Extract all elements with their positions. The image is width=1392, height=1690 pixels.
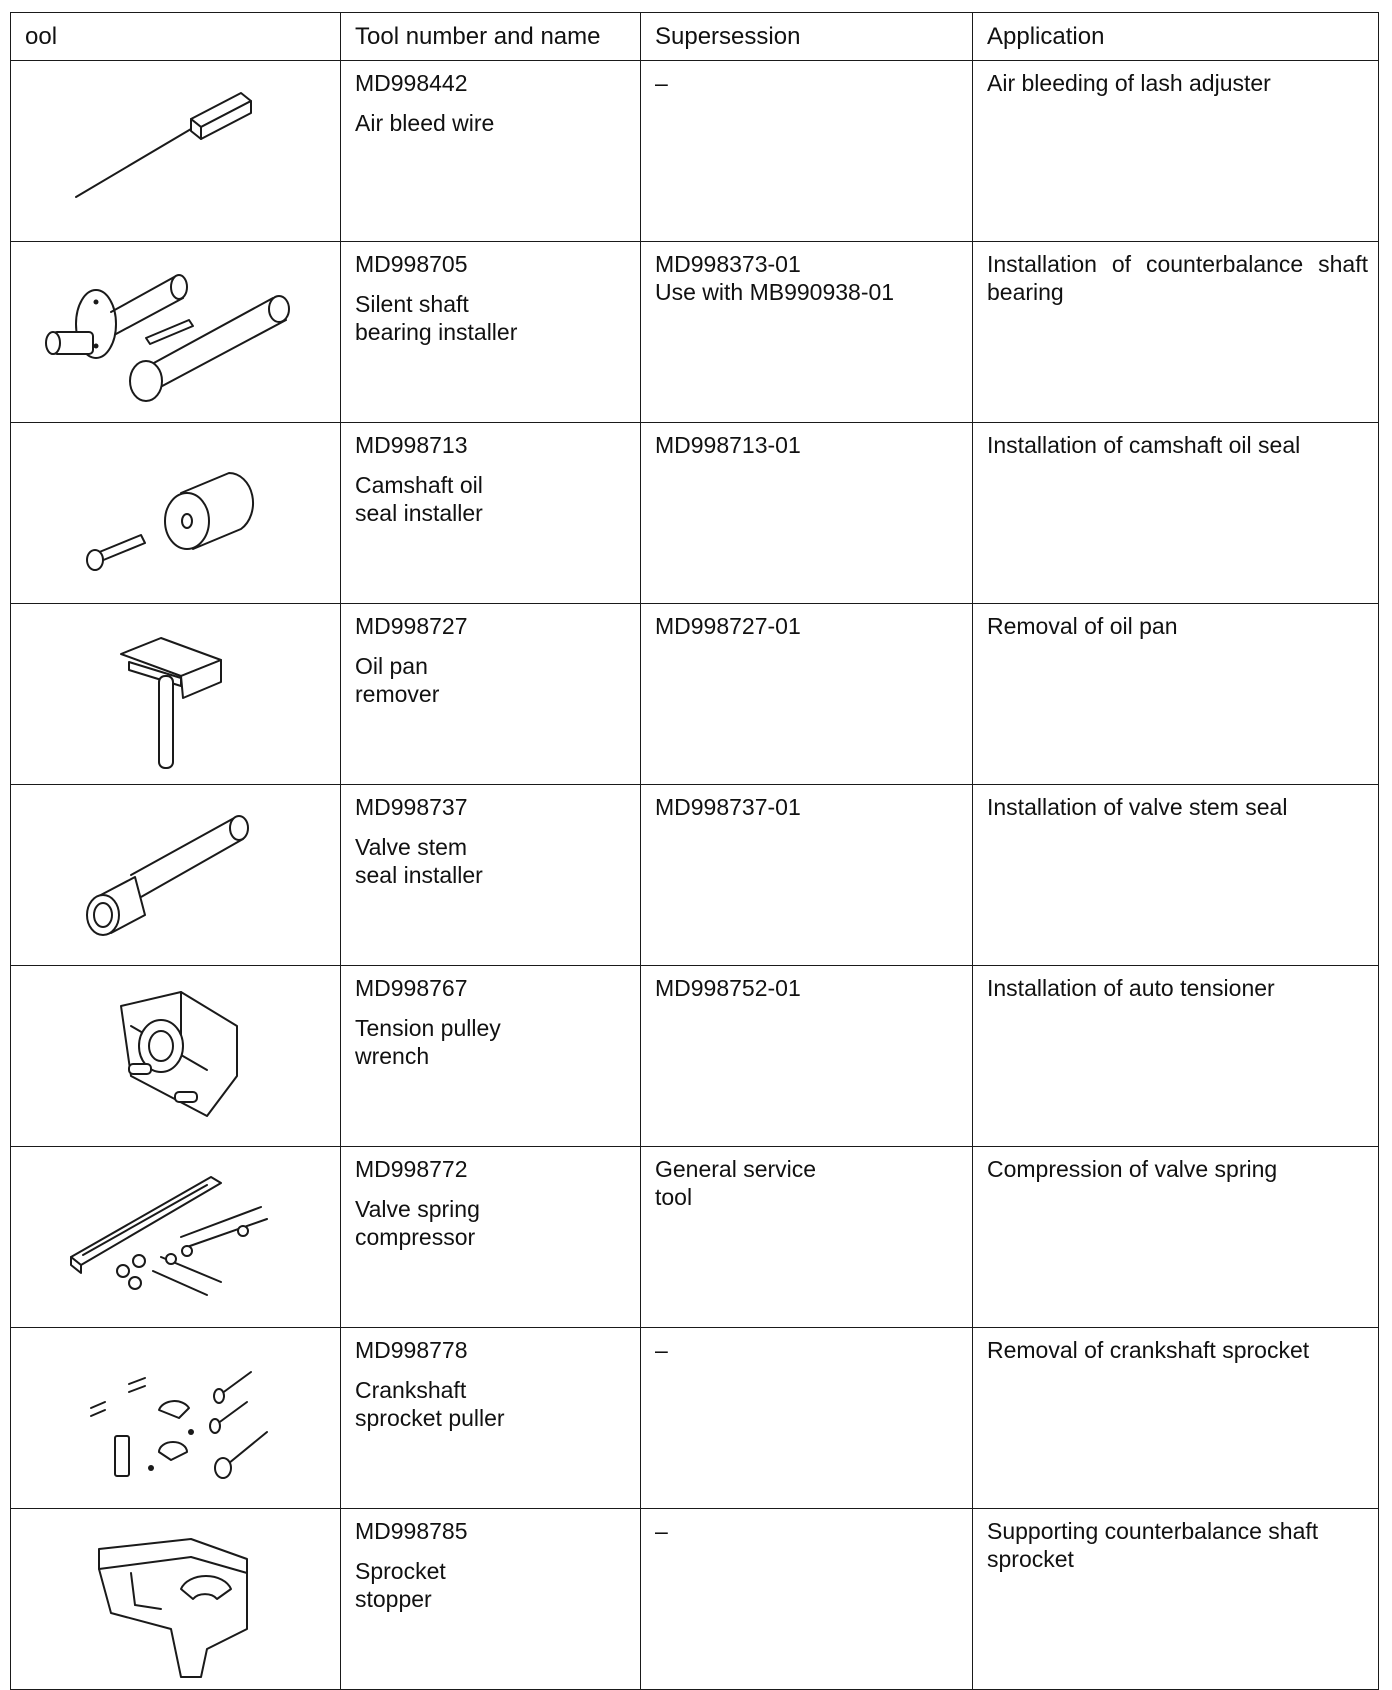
application-value: Removal of oil pan [987,613,1178,639]
valve-stem-seal-installer-icon [11,785,341,965]
tool-number: MD998785 [355,1518,468,1544]
tension-pulley-wrench-icon [11,966,341,1146]
table-row [11,604,1379,785]
supersession-value: MD998373-01 Use with MB990938-01 [655,251,895,305]
application-value: Installation of valve stem seal [987,794,1288,820]
tool-name: Camshaft oil seal installer [355,472,483,526]
application-cell [973,966,1379,1147]
supersession-value: MD998727-01 [655,613,801,639]
application-cell [973,423,1379,604]
application-cell [973,785,1379,966]
tool-name: Tension pulley wrench [355,1015,501,1069]
header-supersession: Supersession [641,13,973,61]
tool-number-name-cell [341,785,641,966]
sprocket-stopper-icon [11,1509,341,1689]
application-value: Installation of auto tensioner [987,975,1275,1001]
valve-spring-compressor-icon [11,1147,341,1327]
supersession-value: General service tool [655,1156,817,1210]
tool-illustration-cell [11,1509,341,1690]
tool-illustration-cell [11,785,341,966]
tool-name: Valve spring compressor [355,1196,480,1250]
tool-number: MD998727 [355,613,468,639]
tool-name: Sprocket stopper [355,1558,446,1612]
supersession-value: – [655,1518,668,1544]
supersession-cell [641,785,973,966]
tool-name: Crankshaft sprocket puller [355,1377,505,1431]
supersession-cell [641,423,973,604]
tool-number: MD998737 [355,794,468,820]
supersession-cell [641,61,973,242]
application-cell [973,61,1379,242]
tool-name: Silent shaft bearing installer [355,291,518,345]
tool-number-name-cell [341,1328,641,1509]
table-row [11,242,1379,423]
tool-number: MD998705 [355,251,468,277]
tool-number-name-cell [341,604,641,785]
tool-number: MD998442 [355,70,468,96]
supersession-value: – [655,70,668,96]
tool-number: MD998772 [355,1156,468,1182]
tool-illustration-cell [11,423,341,604]
application-cell [973,604,1379,785]
application-value: Removal of crankshaft sprocket [987,1337,1310,1363]
application-value: Installation of camshaft oil seal [987,432,1301,458]
tool-illustration-cell [11,966,341,1147]
supersession-cell [641,604,973,785]
application-value: Compression of valve spring [987,1156,1278,1182]
table-row [11,1509,1379,1690]
tool-illustration-cell [11,242,341,423]
application-cell [973,1147,1379,1328]
supersession-cell [641,966,973,1147]
table-row [11,1328,1379,1509]
table-row [11,61,1379,242]
tool-number: MD998778 [355,1337,468,1363]
application-value: Air bleeding of lash adjuster [987,70,1271,96]
oil-pan-remover-icon [11,604,341,784]
supersession-cell [641,1147,973,1328]
air-bleed-wire-icon [11,61,341,241]
tool-name: Air bleed wire [355,110,495,136]
table-row [11,1147,1379,1328]
table-row [11,966,1379,1147]
tool-number: MD998767 [355,975,468,1001]
sprocket-puller-icon [11,1328,341,1508]
supersession-value: MD998737-01 [655,794,801,820]
application-cell [973,242,1379,423]
bearing-installer-icon [11,242,341,422]
table-row [11,785,1379,966]
header-tool-number-name: Tool number and name [341,13,641,61]
tool-name: Oil pan remover [355,653,440,707]
tool-number-name-cell [341,61,641,242]
table-header-row [11,13,1379,61]
table-row [11,423,1379,604]
supersession-value: MD998752-01 [655,975,801,1001]
tool-table-sheet [10,12,1378,1682]
application-cell [973,1328,1379,1509]
tool-illustration-cell [11,1328,341,1509]
supersession-cell [641,242,973,423]
tool-name: Valve stem seal installer [355,834,483,888]
tool-number-name-cell [341,1509,641,1690]
supersession-cell [641,1509,973,1690]
application-cell [973,1509,1379,1690]
tool-number-name-cell [341,242,641,423]
application-value: Installation of counterbalance shaft bearing [987,251,1368,305]
header-application: Application [973,13,1379,61]
special-tools-table [10,12,1379,1690]
tool-number-name-cell [341,966,641,1147]
supersession-value: – [655,1337,668,1363]
tool-illustration-cell [11,604,341,785]
tool-number-name-cell [341,423,641,604]
tool-number: MD998713 [355,432,468,458]
supersession-value: MD998713-01 [655,432,801,458]
tool-illustration-cell [11,61,341,242]
tool-number-name-cell [341,1147,641,1328]
application-value: Supporting counterbalance shaft sprocket [987,1518,1319,1572]
header-tool: ool [11,13,341,61]
tool-illustration-cell [11,1147,341,1328]
oil-seal-installer-icon [11,423,341,603]
supersession-cell [641,1328,973,1509]
